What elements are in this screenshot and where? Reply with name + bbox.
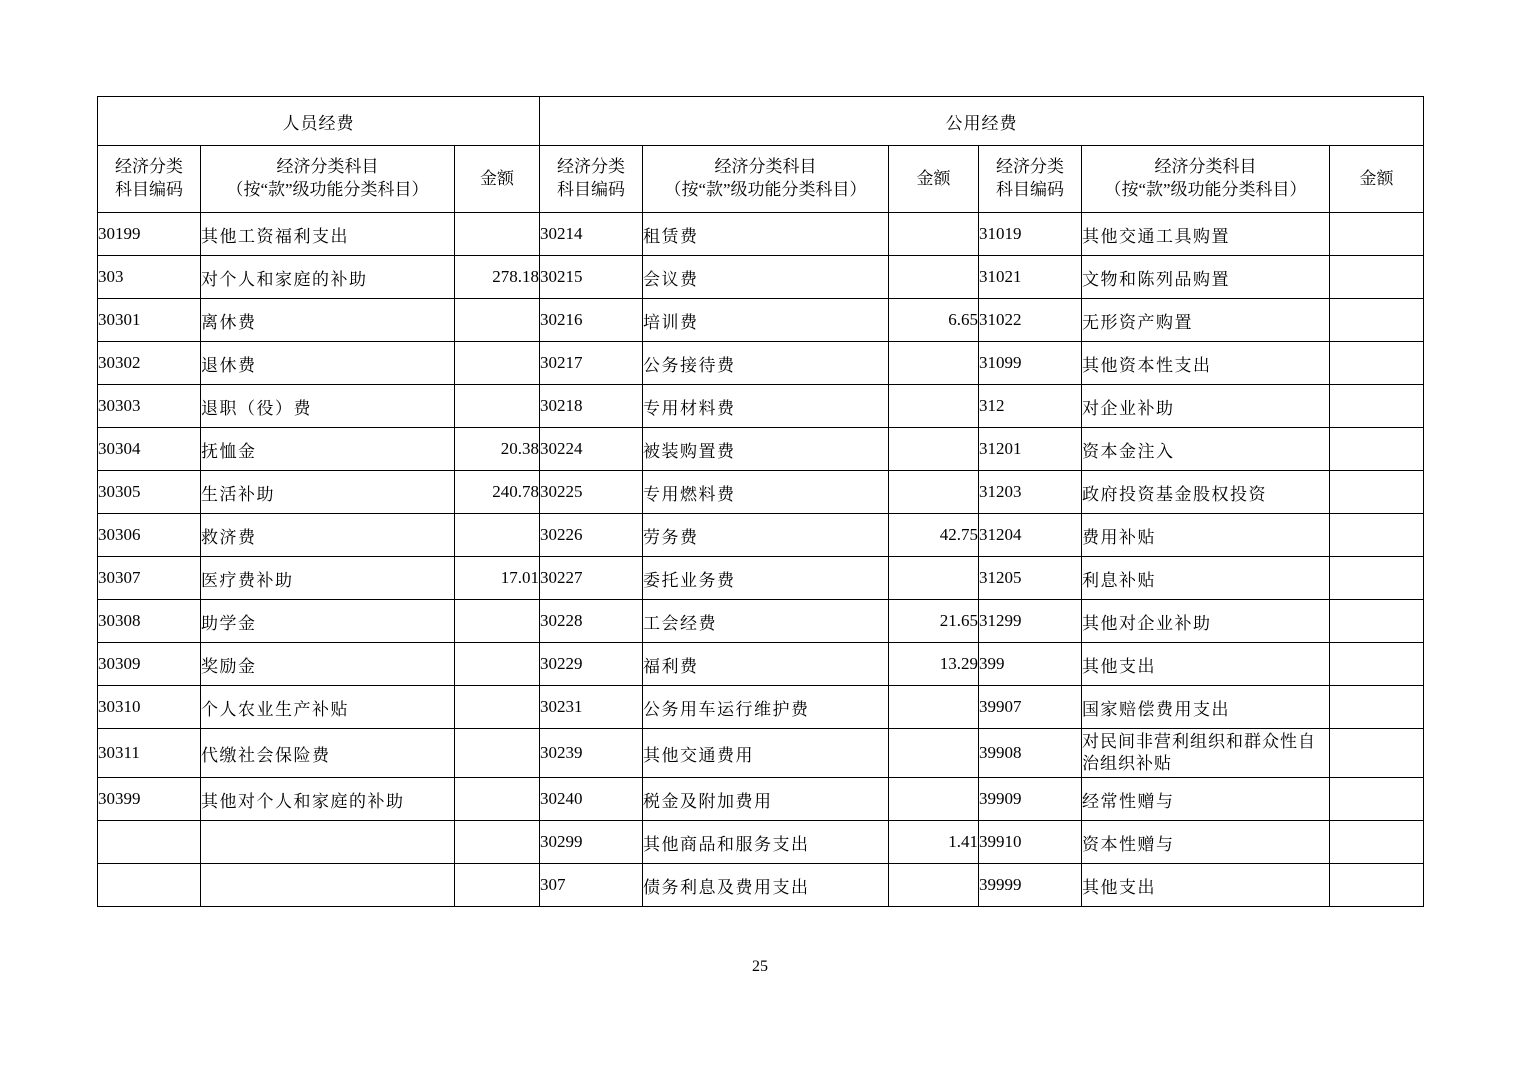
table-row — [98, 256, 1424, 299]
cell-amount-col1 — [455, 778, 540, 821]
cell-amount-col2 — [889, 342, 979, 385]
cell-name-col2: 公务接待费 — [643, 342, 889, 385]
cell-name-col2: 培训费 — [643, 299, 889, 342]
column-header-amount-1: 金额 — [455, 146, 540, 213]
column-header-name-3-line1: 经济分类科目 — [1154, 157, 1257, 177]
cell-name-col2: 劳务费 — [643, 514, 889, 557]
table-row — [98, 864, 1424, 907]
table-row — [98, 600, 1424, 643]
page-number: 25 — [752, 958, 768, 975]
table-row — [98, 385, 1424, 428]
cell-name-col2: 租赁费 — [643, 213, 889, 256]
cell-name-col3: 国家赔偿费用支出 — [1082, 686, 1330, 729]
cell-name-col2: 福利费 — [643, 643, 889, 686]
cell-name-col1: 代缴社会保险费 — [201, 729, 455, 778]
cell-code-col2: 30216 — [540, 299, 643, 342]
cell-code-col1: 30301 — [98, 299, 201, 342]
cell-amount-col1 — [455, 342, 540, 385]
column-header-name-1-line1: 经济分类科目 — [276, 157, 379, 177]
table-row — [98, 686, 1424, 729]
cell-name-col3: 对企业补助 — [1082, 385, 1330, 428]
table-row — [98, 729, 1424, 778]
column-header-name-2-line2: （按“款”级功能分类科目） — [664, 180, 867, 199]
cell-name-col2: 其他交通费用 — [643, 729, 889, 778]
column-header-code-1-line1: 经济分类 — [115, 157, 183, 177]
cell-code-col3: 31203 — [979, 471, 1082, 514]
cell-code-col2: 30239 — [540, 729, 643, 778]
cell-code-col1 — [98, 864, 201, 907]
cell-amount-col3 — [1330, 729, 1424, 778]
cell-code-col3: 39908 — [979, 729, 1082, 778]
cell-name-col1: 其他工资福利支出 — [201, 213, 455, 256]
cell-amount-col3 — [1330, 864, 1424, 907]
cell-code-col1: 30303 — [98, 385, 201, 428]
cell-amount-col3 — [1330, 514, 1424, 557]
cell-name-col3: 其他对企业补助 — [1082, 600, 1330, 643]
cell-amount-col3 — [1330, 600, 1424, 643]
cell-name-col3: 其他支出 — [1082, 643, 1330, 686]
cell-name-col2: 委托业务费 — [643, 557, 889, 600]
cell-code-col3: 31205 — [979, 557, 1082, 600]
cell-code-col2: 30227 — [540, 557, 643, 600]
column-header-row — [98, 146, 1424, 213]
cell-amount-col3 — [1330, 213, 1424, 256]
cell-code-col3: 31019 — [979, 213, 1082, 256]
cell-code-col1: 30199 — [98, 213, 201, 256]
cell-code-col1: 30399 — [98, 778, 201, 821]
cell-amount-col2 — [889, 557, 979, 600]
cell-code-col1: 30304 — [98, 428, 201, 471]
column-header-code-2 — [540, 146, 643, 213]
cell-code-col2: 307 — [540, 864, 643, 907]
cell-code-col2: 30229 — [540, 643, 643, 686]
cell-name-col3: 资本性赠与 — [1082, 821, 1330, 864]
cell-name-col2: 债务利息及费用支出 — [643, 864, 889, 907]
cell-amount-col1 — [455, 385, 540, 428]
cell-code-col3: 39999 — [979, 864, 1082, 907]
cell-code-col1: 30302 — [98, 342, 201, 385]
cell-name-col1: 离休费 — [201, 299, 455, 342]
cell-code-col3: 31099 — [979, 342, 1082, 385]
column-header-code-1 — [98, 146, 201, 213]
cell-name-col2: 被装购置费 — [643, 428, 889, 471]
cell-name-col1: 救济费 — [201, 514, 455, 557]
column-header-name-1-line2: （按“款”级功能分类科目） — [226, 180, 429, 199]
cell-code-col3: 31021 — [979, 256, 1082, 299]
cell-amount-col3 — [1330, 385, 1424, 428]
group-header-personnel: 人员经费 — [98, 97, 540, 146]
cell-code-col3: 31022 — [979, 299, 1082, 342]
cell-code-col1: 30305 — [98, 471, 201, 514]
table-row — [98, 557, 1424, 600]
cell-amount-col1 — [455, 643, 540, 686]
cell-amount-col1 — [455, 213, 540, 256]
cell-name-col1 — [201, 864, 455, 907]
table-body — [98, 213, 1424, 907]
table-row — [98, 299, 1424, 342]
cell-code-col1: 30306 — [98, 514, 201, 557]
table-row — [98, 778, 1424, 821]
table-row — [98, 213, 1424, 256]
cell-amount-col2: 6.65 — [889, 299, 979, 342]
budget-table-container — [97, 96, 1423, 907]
cell-name-col2: 税金及附加费用 — [643, 778, 889, 821]
cell-name-col1: 抚恤金 — [201, 428, 455, 471]
group-header-public: 公用经费 — [540, 97, 1424, 146]
cell-name-col3: 其他交通工具购置 — [1082, 213, 1330, 256]
cell-name-col1: 对个人和家庭的补助 — [201, 256, 455, 299]
cell-code-col1: 30308 — [98, 600, 201, 643]
column-header-amount-3: 金额 — [1330, 146, 1424, 213]
cell-name-col2: 会议费 — [643, 256, 889, 299]
cell-amount-col2: 1.41 — [889, 821, 979, 864]
economic-classification-table — [97, 96, 1424, 907]
table-row — [98, 471, 1424, 514]
cell-name-col3: 政府投资基金股权投资 — [1082, 471, 1330, 514]
cell-name-col2: 工会经费 — [643, 600, 889, 643]
cell-name-col1: 助学金 — [201, 600, 455, 643]
cell-code-col2: 30218 — [540, 385, 643, 428]
table-row — [98, 514, 1424, 557]
cell-code-col3: 312 — [979, 385, 1082, 428]
cell-code-col2: 30299 — [540, 821, 643, 864]
cell-name-col3: 对民间非营利组织和群众性自治组织补贴 — [1082, 729, 1330, 778]
column-header-name-3 — [1082, 146, 1330, 213]
cell-amount-col1 — [455, 864, 540, 907]
cell-amount-col1 — [455, 600, 540, 643]
cell-amount-col3 — [1330, 821, 1424, 864]
cell-amount-col3 — [1330, 428, 1424, 471]
table-row — [98, 821, 1424, 864]
cell-code-col1: 30307 — [98, 557, 201, 600]
column-header-code-2-line2: 科目编码 — [557, 180, 626, 199]
group-header-row — [98, 97, 1424, 146]
cell-code-col2: 30240 — [540, 778, 643, 821]
cell-amount-col1 — [455, 299, 540, 342]
cell-amount-col2 — [889, 729, 979, 778]
column-header-code-1-line2: 科目编码 — [115, 180, 183, 199]
cell-amount-col3 — [1330, 342, 1424, 385]
cell-name-col2: 公务用车运行维护费 — [643, 686, 889, 729]
column-header-name-3-line2: （按“款”级功能分类科目） — [1104, 180, 1307, 199]
cell-amount-col2: 21.65 — [889, 600, 979, 643]
cell-code-col3: 31204 — [979, 514, 1082, 557]
column-header-code-3-line1: 经济分类 — [996, 157, 1065, 177]
cell-code-col2: 30226 — [540, 514, 643, 557]
cell-name-col3: 经常性赠与 — [1082, 778, 1330, 821]
cell-name-col1: 生活补助 — [201, 471, 455, 514]
cell-code-col2: 30224 — [540, 428, 643, 471]
cell-code-col2: 30225 — [540, 471, 643, 514]
table-row — [98, 428, 1424, 471]
cell-name-col3: 无形资产购置 — [1082, 299, 1330, 342]
table-header — [98, 97, 1424, 213]
cell-amount-col2 — [889, 686, 979, 729]
cell-amount-col2 — [889, 256, 979, 299]
cell-name-col3: 其他支出 — [1082, 864, 1330, 907]
table-row — [98, 643, 1424, 686]
cell-name-col3: 费用补贴 — [1082, 514, 1330, 557]
cell-amount-col3 — [1330, 299, 1424, 342]
column-header-amount-2: 金额 — [889, 146, 979, 213]
cell-name-col2: 专用燃料费 — [643, 471, 889, 514]
column-header-name-2-line1: 经济分类科目 — [714, 157, 817, 177]
cell-name-col1: 退职（役）费 — [201, 385, 455, 428]
column-header-code-3-line2: 科目编码 — [996, 180, 1065, 199]
cell-code-col3: 399 — [979, 643, 1082, 686]
column-header-code-3 — [979, 146, 1082, 213]
cell-name-col3: 利息补贴 — [1082, 557, 1330, 600]
cell-code-col3: 39909 — [979, 778, 1082, 821]
cell-code-col1 — [98, 821, 201, 864]
column-header-name-1 — [201, 146, 455, 213]
cell-code-col3: 39907 — [979, 686, 1082, 729]
cell-name-col2: 其他商品和服务支出 — [643, 821, 889, 864]
cell-amount-col3 — [1330, 643, 1424, 686]
cell-amount-col2 — [889, 778, 979, 821]
cell-code-col1: 303 — [98, 256, 201, 299]
cell-code-col1: 30310 — [98, 686, 201, 729]
cell-code-col1: 30311 — [98, 729, 201, 778]
cell-amount-col3 — [1330, 686, 1424, 729]
cell-amount-col1: 17.01 — [455, 557, 540, 600]
cell-amount-col1: 278.18 — [455, 256, 540, 299]
cell-amount-col1 — [455, 821, 540, 864]
cell-name-col2: 专用材料费 — [643, 385, 889, 428]
cell-name-col3: 文物和陈列品购置 — [1082, 256, 1330, 299]
cell-code-col3: 31201 — [979, 428, 1082, 471]
cell-name-col1: 个人农业生产补贴 — [201, 686, 455, 729]
cell-name-col1: 其他对个人和家庭的补助 — [201, 778, 455, 821]
cell-amount-col2 — [889, 385, 979, 428]
cell-code-col2: 30215 — [540, 256, 643, 299]
cell-name-col1 — [201, 821, 455, 864]
column-header-name-2 — [643, 146, 889, 213]
cell-amount-col2 — [889, 428, 979, 471]
cell-amount-col1 — [455, 514, 540, 557]
cell-amount-col3 — [1330, 471, 1424, 514]
cell-amount-col3 — [1330, 256, 1424, 299]
cell-amount-col2 — [889, 471, 979, 514]
cell-name-col3: 资本金注入 — [1082, 428, 1330, 471]
cell-amount-col2 — [889, 213, 979, 256]
cell-amount-col2 — [889, 864, 979, 907]
cell-amount-col2: 42.75 — [889, 514, 979, 557]
cell-code-col3: 31299 — [979, 600, 1082, 643]
cell-name-col1: 奖励金 — [201, 643, 455, 686]
cell-amount-col3 — [1330, 557, 1424, 600]
cell-code-col3: 39910 — [979, 821, 1082, 864]
cell-amount-col2: 13.29 — [889, 643, 979, 686]
table-row — [98, 342, 1424, 385]
cell-name-col1: 退休费 — [201, 342, 455, 385]
cell-amount-col1 — [455, 729, 540, 778]
cell-amount-col1: 240.78 — [455, 471, 540, 514]
cell-code-col2: 30231 — [540, 686, 643, 729]
column-header-code-2-line1: 经济分类 — [557, 157, 626, 177]
cell-name-col3: 其他资本性支出 — [1082, 342, 1330, 385]
cell-name-col1: 医疗费补助 — [201, 557, 455, 600]
cell-amount-col3 — [1330, 778, 1424, 821]
cell-code-col1: 30309 — [98, 643, 201, 686]
cell-code-col2: 30228 — [540, 600, 643, 643]
cell-amount-col1 — [455, 686, 540, 729]
cell-code-col2: 30217 — [540, 342, 643, 385]
cell-amount-col1: 20.38 — [455, 428, 540, 471]
cell-code-col2: 30214 — [540, 213, 643, 256]
